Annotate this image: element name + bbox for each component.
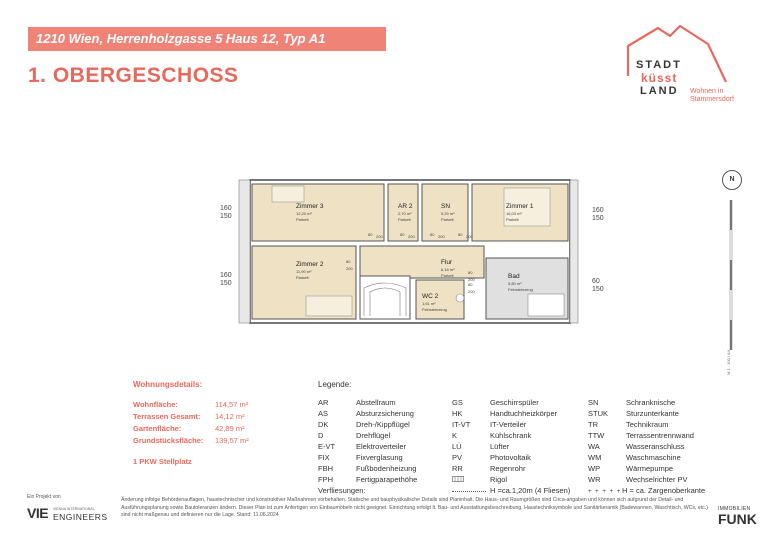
logo-tagline-2: Stammersdorf bbox=[690, 96, 734, 103]
room-floor: Parkett bbox=[441, 217, 454, 222]
stadt-kuesst-land-logo bbox=[618, 24, 756, 106]
legend-value: Fixverglasung bbox=[356, 453, 403, 462]
legend-item bbox=[588, 398, 675, 407]
room-area: 5,80 m² bbox=[508, 281, 522, 286]
legend-key: TTW bbox=[588, 431, 605, 440]
door-width: 80 bbox=[468, 270, 473, 275]
legend-value: Dreh-/Kippflügel bbox=[356, 420, 410, 429]
legend-value: Photovoltaik bbox=[490, 453, 531, 462]
room-name: WC 2 bbox=[422, 293, 439, 300]
legend-item bbox=[452, 409, 557, 418]
dim-right-top-a: 160 bbox=[592, 207, 604, 214]
door-height: 200 bbox=[468, 277, 475, 282]
legend-key: TR bbox=[588, 420, 598, 429]
legend-key: AR bbox=[318, 398, 329, 407]
legend-value: Rigol bbox=[490, 475, 508, 484]
legend-value: Elektroverteiler bbox=[356, 442, 407, 451]
legend-value: IT-Verteiler bbox=[490, 420, 527, 429]
dim-left-top-a: 160 bbox=[220, 205, 232, 212]
logo-word-land: LAND bbox=[640, 85, 679, 97]
room-area: 6,18 m² bbox=[441, 267, 455, 272]
legend-value: Geschirrspüler bbox=[490, 398, 539, 407]
legend-item bbox=[588, 453, 681, 462]
legend-value: Wasseranschluss bbox=[626, 442, 685, 451]
zarge-height-note bbox=[588, 486, 705, 495]
door-height: 200 bbox=[466, 234, 473, 239]
legend-key: PV bbox=[452, 453, 463, 462]
legend-key: D bbox=[318, 431, 324, 440]
project-by-label: Ein Projekt von bbox=[27, 494, 61, 500]
detail-label: Gartenfläche: bbox=[133, 424, 182, 433]
logo-word-stadt: STADT bbox=[636, 59, 682, 71]
legend-key: WP bbox=[588, 464, 601, 473]
dim-right-bottom-b: 150 bbox=[592, 286, 604, 293]
legend-item bbox=[452, 398, 539, 407]
legend-item bbox=[588, 464, 673, 473]
legend-item bbox=[452, 442, 509, 451]
legend-key: IT-VT bbox=[452, 420, 471, 429]
legend-value: Schranknische bbox=[626, 398, 676, 407]
legend-item bbox=[318, 420, 410, 429]
legend-item bbox=[318, 442, 406, 451]
scale-bar-icon bbox=[729, 200, 733, 350]
door-width: 80 bbox=[368, 232, 373, 237]
room-area: 1,61 m² bbox=[422, 301, 436, 306]
vie-engineers: ENGINEERS bbox=[53, 512, 108, 522]
legend-item bbox=[588, 409, 679, 418]
room-floor: Parkett bbox=[441, 273, 454, 278]
scale-text: M 1 : 100 / A4 bbox=[725, 350, 731, 375]
door-height: 200 bbox=[408, 234, 415, 239]
legend-value: Lüfter bbox=[490, 442, 510, 451]
detail-label: Grundstücksfläche: bbox=[133, 436, 204, 445]
floor-plan-drawing bbox=[236, 176, 581, 326]
legend-key: WA bbox=[588, 442, 600, 451]
dim-left-bottom-a: 160 bbox=[220, 272, 232, 279]
room-floor: Feinsteinzeug bbox=[508, 287, 533, 292]
legend-item bbox=[452, 453, 531, 462]
room-name: Zimmer 3 bbox=[296, 203, 324, 210]
door-width: 80 bbox=[430, 232, 435, 237]
disclaimer-text: Änderung infolge Behördenauflagen, haustechnischer und konstruktiver Maßnahmen vorbehalten. Statische und bauphysikalische Details sind Planinhalt. Die Haus- und Raumgrößen sind Circa-angaben und können sich aufgrund der Detail- und Ausführungsplanung sowie Bautoleranzen ändern. Dieser Plan ist zum Anfertigen von Einbaumöbeln nicht geeignet. Einrichtung erfolgt lt. Bau- und Ausstattungsbeschreibung. Haustechniksymbole und Sanitärkeramik (Badewannen, Waschtisch, WCs, etc.) sind nicht maßgenau und definieren nur die Lage. Stand: 11.06.2024 bbox=[121, 497, 708, 518]
room-floor: Parkett bbox=[506, 217, 519, 222]
legend-value: Regenrohr bbox=[490, 464, 526, 473]
legend-key: WM bbox=[588, 453, 602, 462]
room-name: AR 2 bbox=[398, 203, 413, 210]
vie-logo: VIE bbox=[27, 505, 49, 521]
door-height: 200 bbox=[438, 234, 445, 239]
floor-plan bbox=[236, 176, 581, 326]
legend-key: FBH bbox=[318, 464, 333, 473]
room-name: Zimmer 1 bbox=[506, 203, 534, 210]
legend-key: SN bbox=[588, 398, 599, 407]
verfliesungen-label: Verfliesungen: bbox=[318, 486, 366, 495]
legend-item bbox=[318, 398, 396, 407]
detail-value: 139,57 m² bbox=[215, 436, 249, 445]
door-height: 200 bbox=[468, 289, 475, 294]
legend-key: STUK bbox=[588, 409, 609, 418]
legend-item bbox=[588, 431, 694, 440]
legend-key: E-VT bbox=[318, 442, 336, 451]
legend-key: WR bbox=[588, 475, 601, 484]
immobilien-label: IMMOBILIEN bbox=[718, 506, 751, 512]
dim-left-bottom-b: 150 bbox=[220, 280, 232, 287]
detail-value: 114,57 m² bbox=[215, 400, 249, 409]
legend-key: LÜ bbox=[452, 442, 462, 451]
door-width: 80 bbox=[458, 232, 463, 237]
legend-key: AS bbox=[318, 409, 329, 418]
legend-item bbox=[318, 475, 417, 484]
legend-value: Fußbodenheizung bbox=[356, 464, 417, 473]
legend-item bbox=[588, 475, 688, 484]
legend-key: GS bbox=[452, 398, 463, 407]
legend-value: Wärmepumpe bbox=[626, 464, 674, 473]
room-name: Zimmer 2 bbox=[296, 261, 324, 268]
legend-value: Fertigparapethöhe bbox=[356, 475, 418, 484]
legend-key: FIX bbox=[318, 453, 330, 462]
room-floor: Parkett bbox=[398, 217, 411, 222]
detail-row-terrassen bbox=[133, 412, 245, 421]
funk-label: FUNK bbox=[718, 511, 757, 527]
door-height: 200 bbox=[376, 234, 383, 239]
legend-item bbox=[452, 420, 526, 429]
dim-right-top-b: 150 bbox=[592, 215, 604, 222]
detail-row-grundstueck bbox=[133, 436, 249, 445]
detail-label: Terrassen Gesamt: bbox=[133, 412, 201, 421]
detail-value: 42,89 m² bbox=[215, 424, 245, 433]
tile-height-text: H =ca.1,20m (4 Fliesen) bbox=[490, 486, 571, 495]
legend-value: Drehflügel bbox=[356, 431, 391, 440]
room-area: 2,70 m² bbox=[398, 211, 412, 216]
legend-value: Technikraum bbox=[626, 420, 669, 429]
legend-item bbox=[452, 475, 507, 484]
vie-subtitle: VIENNA INTERNATIONAL bbox=[53, 507, 95, 511]
legend-key: RR bbox=[452, 464, 463, 473]
room-area: 16,03 m² bbox=[506, 211, 522, 216]
legend-item bbox=[318, 464, 416, 473]
legend-value: Sturzunterkante bbox=[626, 409, 679, 418]
parking-info: 1 PKW Stellplatz bbox=[133, 457, 192, 466]
plus-line-icon: + + + + + bbox=[588, 489, 622, 495]
legend-value: Handtuchheizkörper bbox=[490, 409, 558, 418]
room-name: Flur bbox=[441, 259, 453, 266]
door-width: 80 bbox=[400, 232, 405, 237]
legend-item bbox=[588, 420, 669, 429]
details-title: Wohnungsdetails: bbox=[133, 380, 203, 389]
door-width: 80 bbox=[346, 259, 351, 264]
logo-word-kuesst: küsst bbox=[641, 71, 678, 85]
detail-row-wohnflaeche bbox=[133, 400, 249, 409]
detail-row-garten bbox=[133, 424, 245, 433]
legend-item bbox=[452, 431, 531, 440]
logo-tagline-1: Wohnen in bbox=[690, 88, 724, 95]
room-area: 12,20 m² bbox=[296, 211, 312, 216]
door-width: 80 bbox=[468, 282, 473, 287]
immobilien-funk-logo bbox=[718, 506, 760, 526]
legend-item bbox=[318, 453, 403, 462]
floor-title: 1. OBERGESCHOSS bbox=[28, 64, 239, 87]
tile-height-note bbox=[452, 486, 570, 495]
room-name: SN bbox=[441, 203, 451, 210]
legend-value: Waschmaschine bbox=[626, 453, 681, 462]
dim-right-bottom-a: 60 bbox=[592, 278, 600, 285]
room-name: Bad bbox=[508, 273, 520, 280]
room-floor: Feinsteinzeug bbox=[422, 307, 447, 312]
room-area: 5,29 m² bbox=[441, 211, 455, 216]
legend-value: Absturzsicherung bbox=[356, 409, 414, 418]
legend-value: Kühlschrank bbox=[490, 431, 532, 440]
address-banner: 1210 Wien, Herrenholzgasse 5 Haus 12, Typ A1 bbox=[28, 27, 386, 51]
legend-item bbox=[452, 464, 525, 473]
legend-key: K bbox=[452, 431, 458, 440]
legend-key: FPH bbox=[318, 475, 333, 484]
legend-key: DK bbox=[318, 420, 329, 429]
legend-value: Wechselrichter PV bbox=[626, 475, 688, 484]
room-area: 11,90 m² bbox=[296, 269, 312, 274]
legend-value: Terrassentrennwand bbox=[626, 431, 694, 440]
door-height: 200 bbox=[346, 266, 353, 271]
room-floor: Parkett bbox=[296, 275, 309, 280]
dim-left-top-b: 150 bbox=[220, 213, 232, 220]
north-compass-icon: N bbox=[722, 170, 742, 190]
legend-value: Abstellraum bbox=[356, 398, 396, 407]
legend-item bbox=[588, 442, 685, 451]
dotted-line-icon bbox=[452, 491, 486, 492]
detail-label: Wohnfläche: bbox=[133, 400, 178, 409]
legend-title: Legende: bbox=[318, 380, 352, 389]
rigol-icon bbox=[452, 475, 490, 484]
legend-key: HK bbox=[452, 409, 463, 418]
zarge-height-text: H = ca. Zargenoberkante bbox=[622, 486, 706, 495]
detail-value: 14,12 m² bbox=[215, 412, 245, 421]
legend-item bbox=[318, 431, 390, 440]
legend-item bbox=[318, 409, 414, 418]
room-floor: Parkett bbox=[296, 217, 309, 222]
